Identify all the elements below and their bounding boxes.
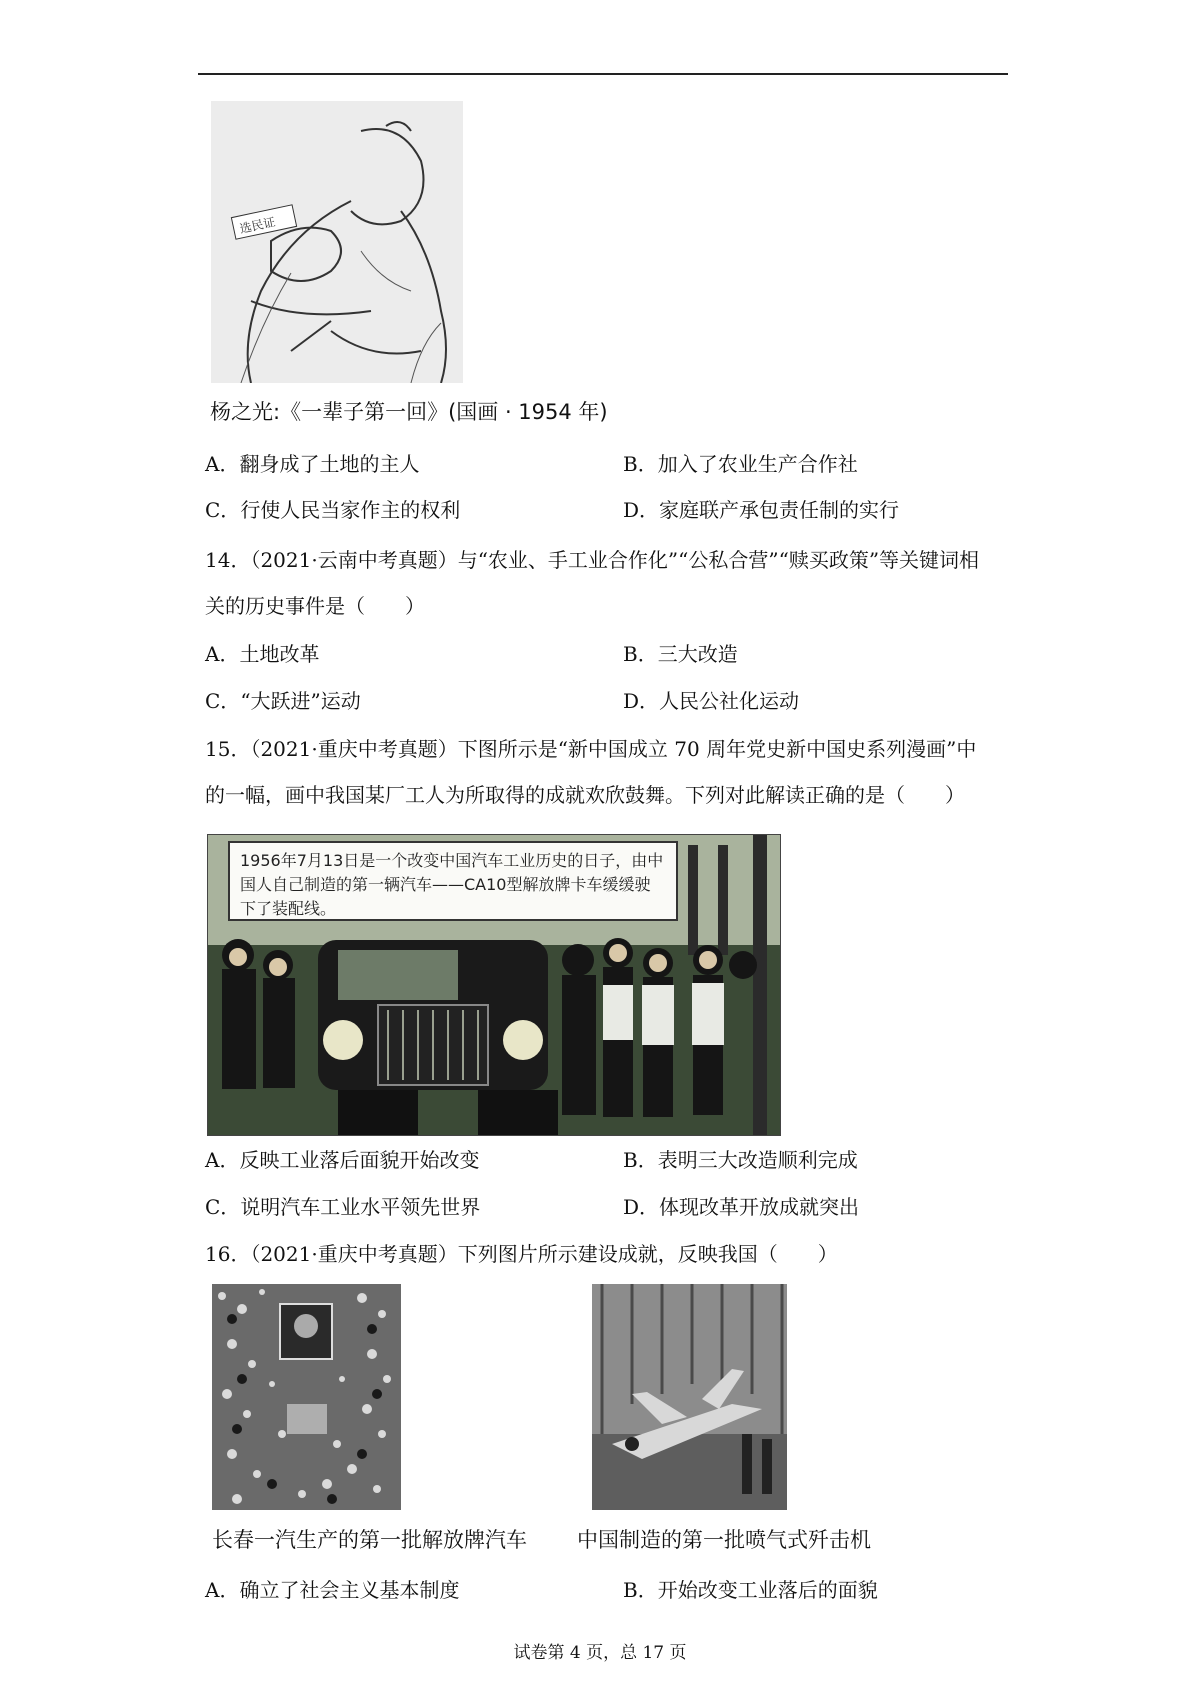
option-letter: B． xyxy=(623,1578,658,1602)
q14-option-a[interactable] xyxy=(205,642,319,666)
figure-truck-photo xyxy=(207,834,781,1136)
q15-stem-line1: 15．（2021·重庆中考真题）下图所示是“新中国成立 70 周年党史新中国史系列漫画”中 xyxy=(205,737,977,761)
q13-option-a[interactable] xyxy=(205,452,419,476)
option-letter: A． xyxy=(205,1578,240,1602)
option-letter: D． xyxy=(623,689,660,713)
header-rule xyxy=(198,73,1008,75)
q14-option-c[interactable] xyxy=(205,689,361,713)
q15-option-b[interactable] xyxy=(623,1148,858,1172)
option-text: 三大改造 xyxy=(657,642,738,666)
option-text: 土地改革 xyxy=(239,642,320,666)
q13-option-b[interactable] xyxy=(623,452,858,476)
option-text: 人民公社化运动 xyxy=(659,689,800,713)
option-text: 加入了农业生产合作社 xyxy=(657,452,858,476)
q13-option-d[interactable] xyxy=(623,498,899,522)
q14-stem-line1: 14．（2021·云南中考真题）与“农业、手工业合作化”“公私合营”“赎买政策”等关键词相 xyxy=(205,548,980,572)
q15-option-c[interactable] xyxy=(205,1195,480,1219)
option-letter: D． xyxy=(623,498,660,522)
q14-option-d[interactable] xyxy=(623,689,799,713)
option-text: 表明三大改造顺利完成 xyxy=(657,1148,858,1172)
option-letter: C． xyxy=(205,1195,241,1219)
option-letter: B． xyxy=(623,1148,658,1172)
figure-jet-photo xyxy=(592,1284,787,1510)
option-letter: B． xyxy=(623,452,658,476)
page-footer: 试卷第 4 页，总 17 页 xyxy=(513,1643,687,1663)
q15-option-d[interactable] xyxy=(623,1195,859,1219)
portrait-sketch-image xyxy=(211,101,463,383)
q16-option-a[interactable] xyxy=(205,1578,459,1602)
option-text: 翻身成了土地的主人 xyxy=(239,452,420,476)
option-letter: D． xyxy=(623,1195,660,1219)
option-letter: C． xyxy=(205,689,241,713)
q15-option-a[interactable] xyxy=(205,1148,479,1172)
option-text: 反映工业落后面貌开始改变 xyxy=(239,1148,480,1172)
figure1-caption: 杨之光:《一辈子第一回》(国画 · 1954 年) xyxy=(210,400,608,424)
jet-fighter-image xyxy=(592,1284,787,1510)
option-text: 开始改变工业落后的面貌 xyxy=(657,1578,878,1602)
option-letter: A． xyxy=(205,452,240,476)
option-text: 说明汽车工业水平领先世界 xyxy=(240,1195,481,1219)
q14-stem-line2: 关的历史事件是（ ） xyxy=(205,594,425,618)
q16-option-b[interactable] xyxy=(623,1578,878,1602)
option-text: 体现改革开放成就突出 xyxy=(659,1195,860,1219)
option-text: 确立了社会主义基本制度 xyxy=(239,1578,460,1602)
q15-stem-line2: 的一幅，画中我国某厂工人为所取得的成就欢欣鼓舞。下列对此解读正确的是（ ） xyxy=(205,783,965,807)
option-text: 家庭联产承包责任制的实行 xyxy=(659,498,900,522)
figure-crowd-photo xyxy=(212,1284,401,1510)
option-letter: A． xyxy=(205,1148,240,1172)
option-letter: B． xyxy=(623,642,658,666)
figure-caption-box: 1956年7月13日是一个改变中国汽车工业历史的日子，由中国人自己制造的第一辆汽车——CA10型解放牌卡车缓缓驶下了装配线。 xyxy=(228,841,678,921)
figure-right-caption: 中国制造的第一批喷气式歼击机 xyxy=(577,1528,871,1552)
ballot-stamp: 选民证 xyxy=(238,214,277,237)
option-letter: C． xyxy=(205,498,241,522)
q13-option-c[interactable] xyxy=(205,498,460,522)
figure-portrait-painting xyxy=(211,101,463,383)
option-text: “大跃进”运动 xyxy=(240,689,361,713)
q14-option-b[interactable] xyxy=(623,642,738,666)
option-text: 行使人民当家作主的权利 xyxy=(240,498,461,522)
figure-left-caption: 长春一汽生产的第一批解放牌汽车 xyxy=(212,1528,527,1552)
q16-stem-line1: 16．（2021·重庆中考真题）下列图片所示建设成就，反映我国（ ） xyxy=(205,1242,838,1266)
crowd-truck-image xyxy=(212,1284,401,1510)
option-letter: A． xyxy=(205,642,240,666)
